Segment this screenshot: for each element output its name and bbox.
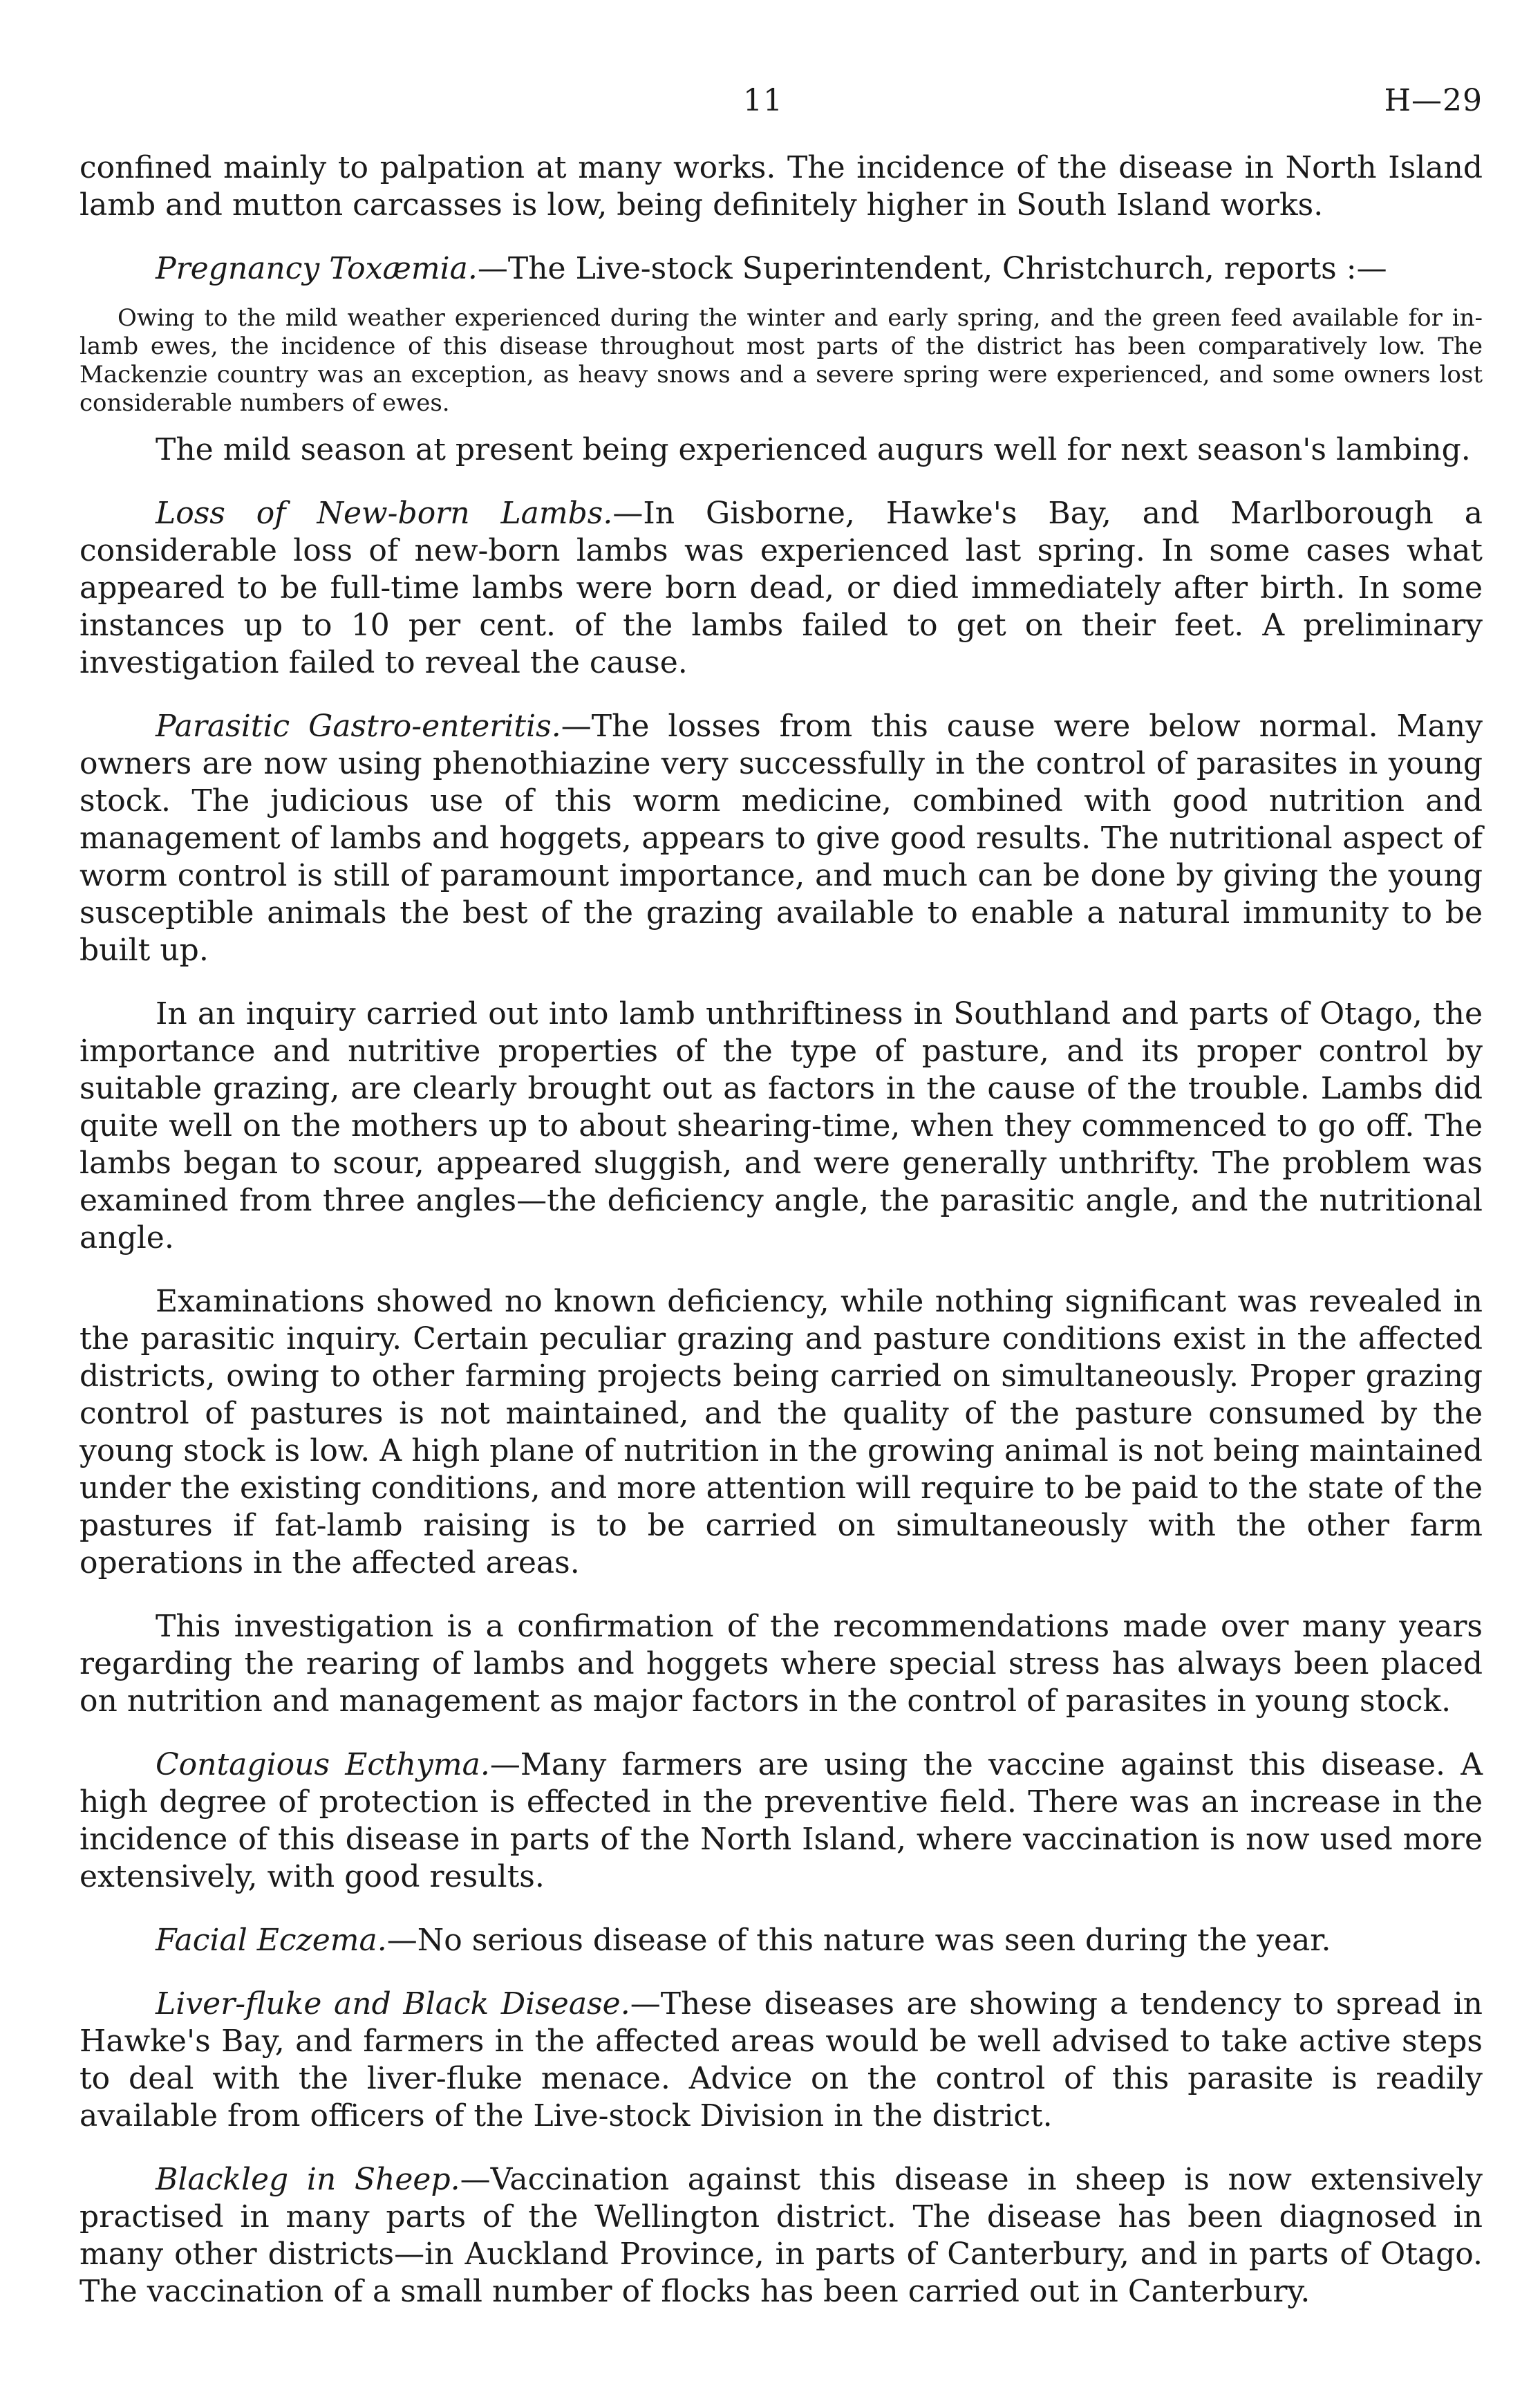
paragraph-examinations: Examinations showed no known deficiency, while nothing significant was revealed in the parasitic inquiry. Certain peculiar grazing and pasture conditions exist in the affected districts, owing to other farming projects being carried on simultaneously. Proper grazing control of pastures is not maintained, and the quality of the pasture consumed by the young stock is low. A high plane of nutrition in the growing animal is not being maintained under the existing conditions, and more attention will require to be paid to the state of the pastures if fat-lamb raising is to be carried on simultaneously with the other farm operations in the affected areas. [79,1284,1483,1580]
paragraph-continued: confined mainly to palpation at many works. The incidence of the disease in North Island lamb and mutton carcasses is low, being definitely higher in South Island works. [79,150,1483,223]
paragraph-text: —In Gisborne, Hawke's Bay, and Marlborough a considerable loss of new-born lambs was experienced last spring. In some cases what appeared to be full-time lambs were born dead, or died immediately after birth. In some instances up to 10 per cent. of the lambs failed to get on their feet. A preliminary investigation failed to reveal the cause. [79,496,1483,680]
section-heading: Loss of New-born Lambs. [156,496,613,531]
paragraph-loss-of-new-born-lambs [79,495,1483,682]
paragraph-text: —No serious disease of this nature was seen during the year. [386,1923,1331,1958]
paragraph-text: —These diseases are showing a tendency to spread in Hawke's Bay, and farmers in the affected areas would be well advised to take active steps to deal with the liver-fluke menace. Advice on the control of this parasite is readily available from officers of the Live-stock Division in the district. [79,1986,1483,2134]
paragraph-blackleg-in-sheep [79,2161,1483,2311]
paragraph-pregnancy-toxaemia [79,250,1483,288]
paragraph-lamb-unthriftiness: In an inquiry carried out into lamb unthriftiness in Southland and parts of Otago, the importance and nutritive properties of the type of pasture, and its proper control by suitable grazing, are clearly brought out as factors in the cause of the trouble. Lambs did quite well on the mothers up to about shearing-time, when they commenced to go off. The lambs began to scour, appeared sluggish, and were generally unthrifty. The problem was examined from three angles—the deficiency angle, the parasitic angle, and the nutritional angle. [79,996,1483,1255]
section-heading: Blackleg in Sheep. [156,2162,460,2197]
paragraph-contagious-ecthyma [79,1746,1483,1896]
document-reference: H—29 [1384,83,1483,118]
paragraph-investigation: This investigation is a confirmation of the recommendations made over many years regarding the rearing of lambs and hoggets where special stress has always been placed on nutrition and management as major factors in the control of parasites in young stock. [79,1609,1483,1719]
paragraph-mild-season: The mild season at present being experienced augurs well for next season's lambing. [156,432,1471,467]
paragraph-facial-eczema [79,1922,1483,1959]
quoted-report: Owing to the mild weather experienced during the winter and early spring, and the green feed available for in-lamb ewes, the incidence of this disease throughout most parts of the district has been comparatively low. The Mackenzie country was an exception, as heavy snows and a severe spring were experienced, and some owners lost considerable numbers of ewes. [79,304,1483,417]
section-heading: Facial Eczema. [156,1923,387,1958]
paragraph-text: —The Live-stock Superintendent, Christchurch, reports :— [477,251,1387,286]
section-heading: Parasitic Gastro-enteritis. [156,709,561,744]
paragraph-text: —The losses from this cause were below normal. Many owners are now using phenothiazine very successfully in the control of parasites in young stock. The judicious use of this worm medicine, combined with good nutrition and management of lambs and hoggets, appears to give good results. The nutritional aspect of worm control is still of paramount importance, and much can be done by giving the young susceptible animals the best of the grazing available to enable a natural immunity to be built up. [79,709,1483,968]
section-heading: Pregnancy Toxæmia. [156,251,478,286]
page-header [79,83,1483,131]
paragraph-text: —Vaccination against this disease in sheep is now extensively practised in many parts of the Wellington district. The disease has been diagnosed in many other districts—in Auckland Province, in parts of Canterbury, and in parts of Otago. The vaccination of a small number of flocks has been carried out in Canterbury. [79,2162,1483,2309]
section-heading: Liver-fluke and Black Disease. [156,1986,630,2022]
paragraph-text: —Many farmers are using the vaccine against this disease. A high degree of protection is effected in the preventive field. There was an increase in the incidence of this disease in parts of the North Island, where vaccination is now used more extensively, with good results. [79,1747,1483,1894]
paragraph-liver-fluke [79,1986,1483,2135]
paragraph-parasitic-gastro-enteritis [79,708,1483,969]
section-heading: Contagious Ecthyma. [156,1747,490,1782]
document-page [79,83,1483,2337]
page-number: 11 [743,83,783,118]
